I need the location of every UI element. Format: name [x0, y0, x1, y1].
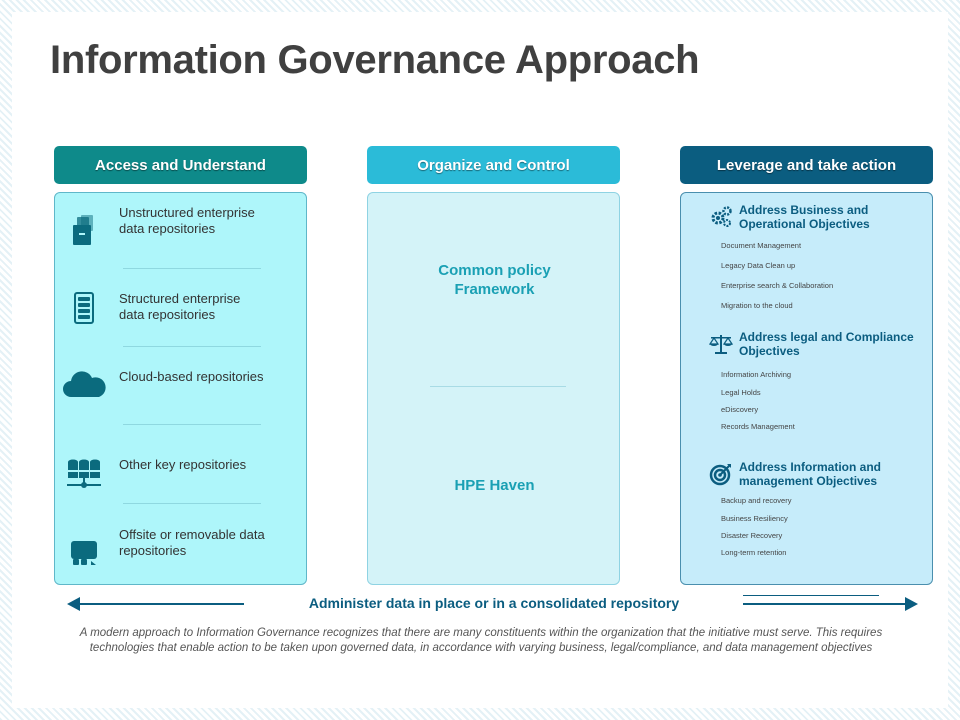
hpe-haven-label: HPE Haven: [454, 477, 535, 494]
removable-drive-icon: [67, 537, 101, 571]
scales-icon: [709, 332, 733, 356]
header-leverage-action: Leverage and take action: [680, 146, 933, 184]
administer-label: Administer data in place or in a consolidated repository: [308, 595, 680, 611]
file-cabinet-icon: [67, 213, 101, 247]
divider: [123, 503, 261, 504]
leverage-panel: [680, 192, 933, 585]
footnote: A modern approach to Information Governance recognizes that there are many constituents within the organization that the initiative must serve. This requires technologies that enable action to be taken upon governed data, in accordance with varying business, legal/compliance, and data management objectives: [79, 627, 883, 654]
objective-item: Long-term retention: [721, 548, 787, 557]
objective-item: Information Archiving: [721, 370, 792, 379]
arrow-line-right: [743, 603, 907, 605]
list-item: [55, 527, 308, 567]
target-icon: [709, 462, 733, 486]
list-item: [55, 289, 308, 329]
access-panel: [54, 192, 307, 585]
repo-label-unstructured: Unstructured enterprise data repositories: [119, 205, 255, 236]
objective-item: Backup and recovery: [721, 496, 792, 505]
arrow-line-left: [78, 603, 244, 605]
repo-label-offsite: Offsite or removable data repositories: [119, 527, 265, 558]
cloud-icon: [61, 369, 107, 403]
gears-icon: [709, 205, 733, 229]
objective-title: Address Business and Operational Objectives: [739, 203, 870, 231]
divider: [123, 268, 261, 269]
objective-item: Business Resiliency: [721, 514, 788, 523]
repo-label-cloud: Cloud-based repositories: [119, 369, 264, 384]
list-item: [55, 205, 308, 255]
slide: [12, 12, 948, 708]
objective-item: Disaster Recovery: [721, 531, 783, 540]
objective-item: Enterprise search & Collaboration: [721, 281, 834, 290]
server-rack-icon: [67, 291, 101, 325]
objective-item: Records Management: [721, 422, 795, 431]
list-item: [55, 449, 308, 489]
objective-item: Legacy Data Clean up: [721, 261, 796, 270]
divider: [430, 386, 566, 387]
objective-item: Document Management: [721, 241, 802, 250]
repo-label-structured: Structured enterprise data repositories: [119, 291, 241, 322]
page-title: Information Governance Approach: [50, 38, 700, 82]
divider: [123, 424, 261, 425]
arrow-line-right-upper: [743, 595, 879, 596]
organize-panel: [367, 192, 620, 585]
header-access-understand: Access and Understand: [54, 146, 307, 184]
objective-item: Legal Holds: [721, 388, 761, 397]
repo-label-other: Other key repositories: [119, 457, 247, 472]
administer-arrow-row: [12, 592, 948, 616]
objective-title: Address legal and Compliance Objectives: [739, 330, 914, 358]
objective-item: Migration to the cloud: [721, 301, 793, 310]
divider: [123, 346, 261, 347]
database-network-icon: [65, 457, 103, 491]
list-item: [55, 367, 308, 407]
objective-item: eDiscovery: [721, 405, 759, 414]
policy-framework-label: Common policy Framework: [438, 262, 551, 298]
header-organize-control: Organize and Control: [367, 146, 620, 184]
objective-title: Address Information and management Objectives: [739, 460, 882, 488]
arrow-right-icon: [905, 597, 918, 611]
